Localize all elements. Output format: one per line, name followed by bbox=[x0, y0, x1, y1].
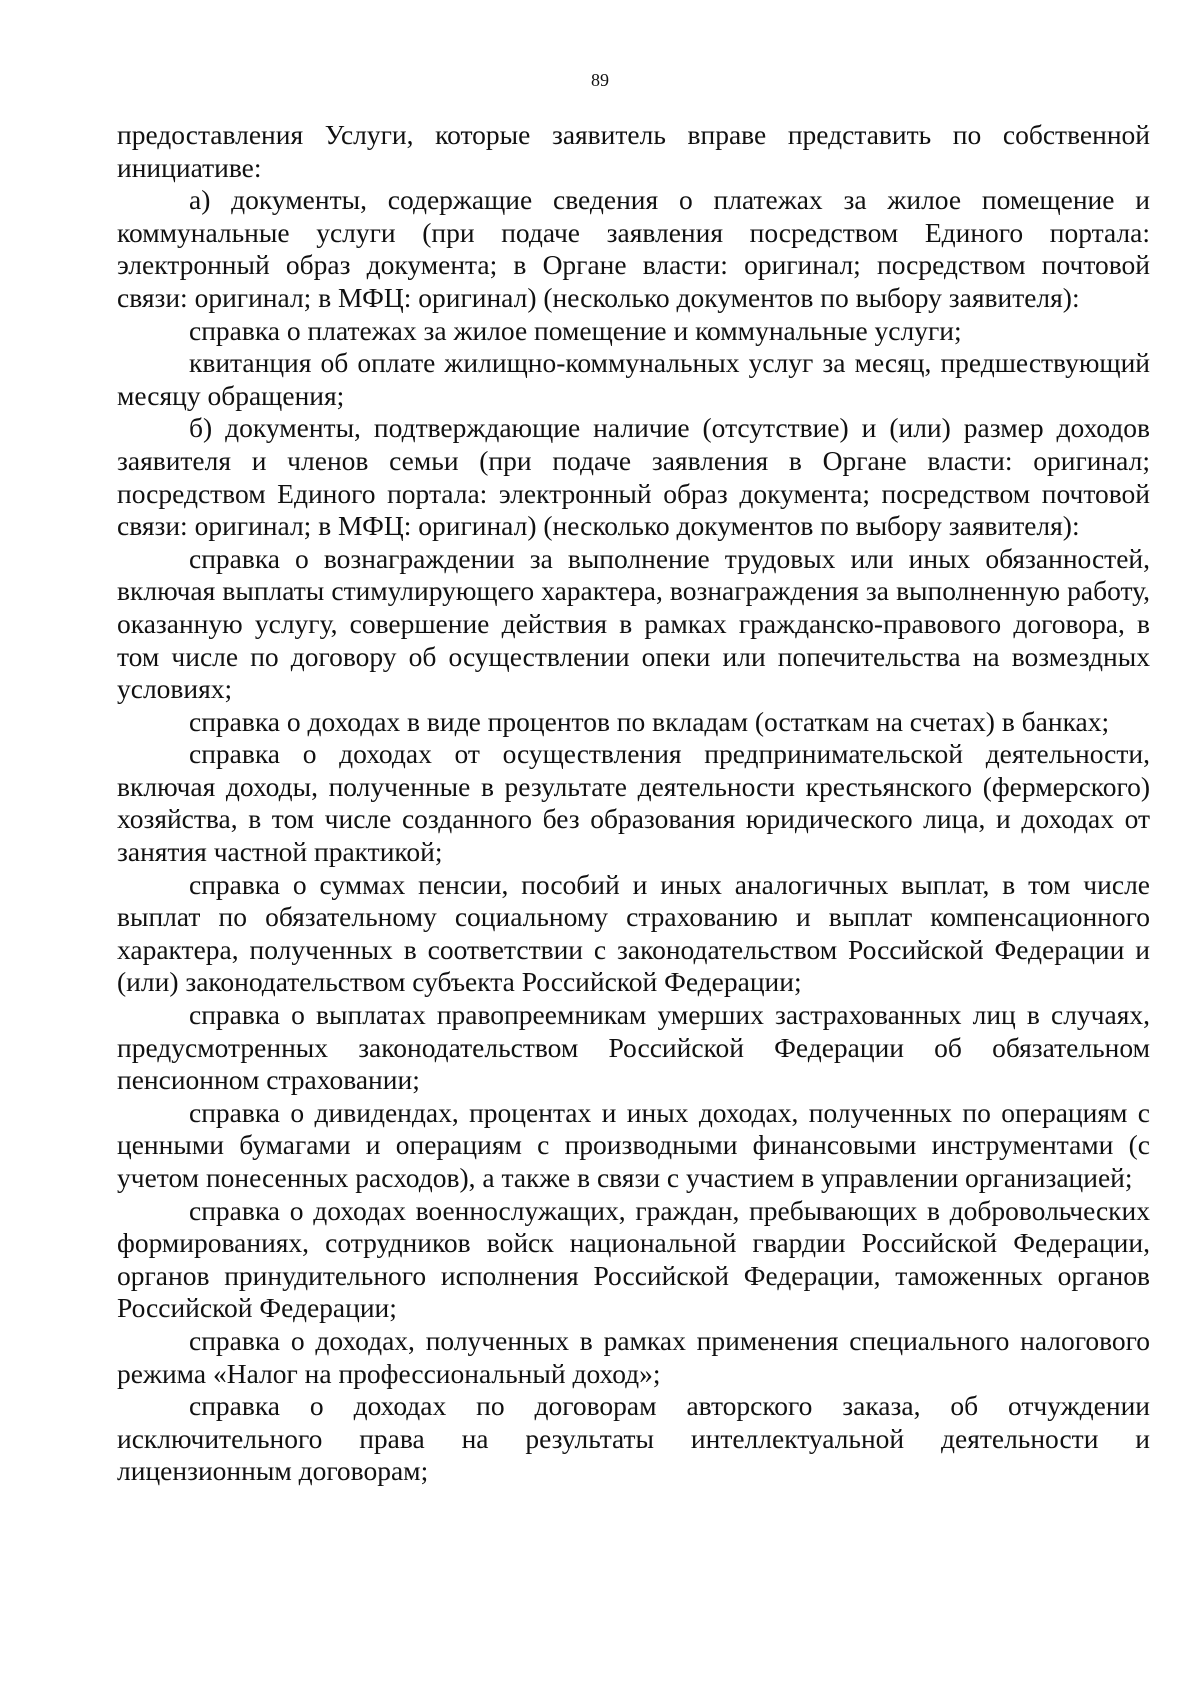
page-number: 89 bbox=[591, 70, 609, 90]
paragraph-item-a: а) документы, содержащие сведения о платежах за жилое помещение и коммунальные услуги (при подаче заявления посредством Единого портала: электронный образ документа; в Органе власти: оригинал; посредством почтовой связи: оригинал; в МФЦ: оригинал) (несколько документов по выбору заявителя): bbox=[117, 184, 1150, 313]
paragraph-interest-certificate: справка о доходах в виде процентов по вкладам (остаткам на счетах) в банках; bbox=[189, 705, 1110, 737]
paragraph-item-b: б) документы, подтверждающие наличие (отсутствие) и (или) размер доходов заявителя и членов семьи (при подаче заявления в Органе власти: оригинал; посредством Единого портала: электронный образ документа; посредством почтовой связи: оригинал; в МФЦ: оригинал) (несколько документов по выбору заявителя): bbox=[117, 412, 1150, 542]
paragraph-professional-income-tax-certificate: справка о доходах, полученных в рамках применения специального налогового режима «Налог на профессиональный доход»; bbox=[117, 1324, 1150, 1389]
paragraph-business-income-certificate: справка о доходах от осуществления предпринимательской деятельности, включая доходы, полученные в результате деятельности крестьянского (фермерского) хозяйства, в том числе созданного без образования юридического лица, и доходах от занятия частной практикой; bbox=[117, 738, 1150, 868]
document-body bbox=[117, 119, 1150, 1488]
paragraph-payment-certificate: справка о платежах за жилое помещение и коммунальные услуги; bbox=[189, 314, 962, 346]
paragraph-remuneration-certificate: справка о вознаграждении за выполнение трудовых или иных обязанностей, включая выплаты стимулирующего характера, вознаграждения за выполненную работу, оказанную услугу, совершение действия в рамках гражданско-правового договора, в том числе по договору об осуществлении опеки или попечительства на возмездных условиях; bbox=[117, 542, 1150, 705]
paragraph-military-income-certificate: справка о доходах военнослужащих, граждан, пребывающих в добровольческих формированиях, сотрудников войск национальной гвардии Российской Федерации, органов принудительного исполнения Российской Федерации, таможенных органов Российской Федерации; bbox=[117, 1194, 1150, 1324]
paragraph-continuation: предоставления Услуги, которые заявитель вправе представить по собственной инициативе: bbox=[117, 119, 1150, 183]
paragraph-successor-payments-certificate: справка о выплатах правопреемникам умерших застрахованных лиц в случаях, предусмотренных законодательством Российской Федерации об обязательном пенсионном страховании; bbox=[117, 999, 1150, 1096]
paragraph-copyright-income-certificate: справка о доходах по договорам авторского заказа, об отчуждении исключительного права на результаты интеллектуальной деятельности и лицензионным договорам; bbox=[117, 1390, 1150, 1487]
paragraph-utility-receipt: квитанция об оплате жилищно-коммунальных услуг за месяц, предшествующий месяцу обращения; bbox=[117, 347, 1150, 411]
paragraph-pension-certificate: справка о суммах пенсии, пособий и иных аналогичных выплат, в том числе выплат по обязательному социальному страхованию и выплат компенсационного характера, полученных в соответствии с законодательством Российской Федерации и (или) законодательством субъекта Российской Федерации; bbox=[117, 868, 1150, 998]
paragraph-dividends-certificate: справка о дивидендах, процентах и иных доходах, полученных по операциям с ценными бумагами и операциям с производными финансовыми инструментами (с учетом понесенных расходов), а также в связи с участием в управлении организацией; bbox=[117, 1096, 1150, 1193]
